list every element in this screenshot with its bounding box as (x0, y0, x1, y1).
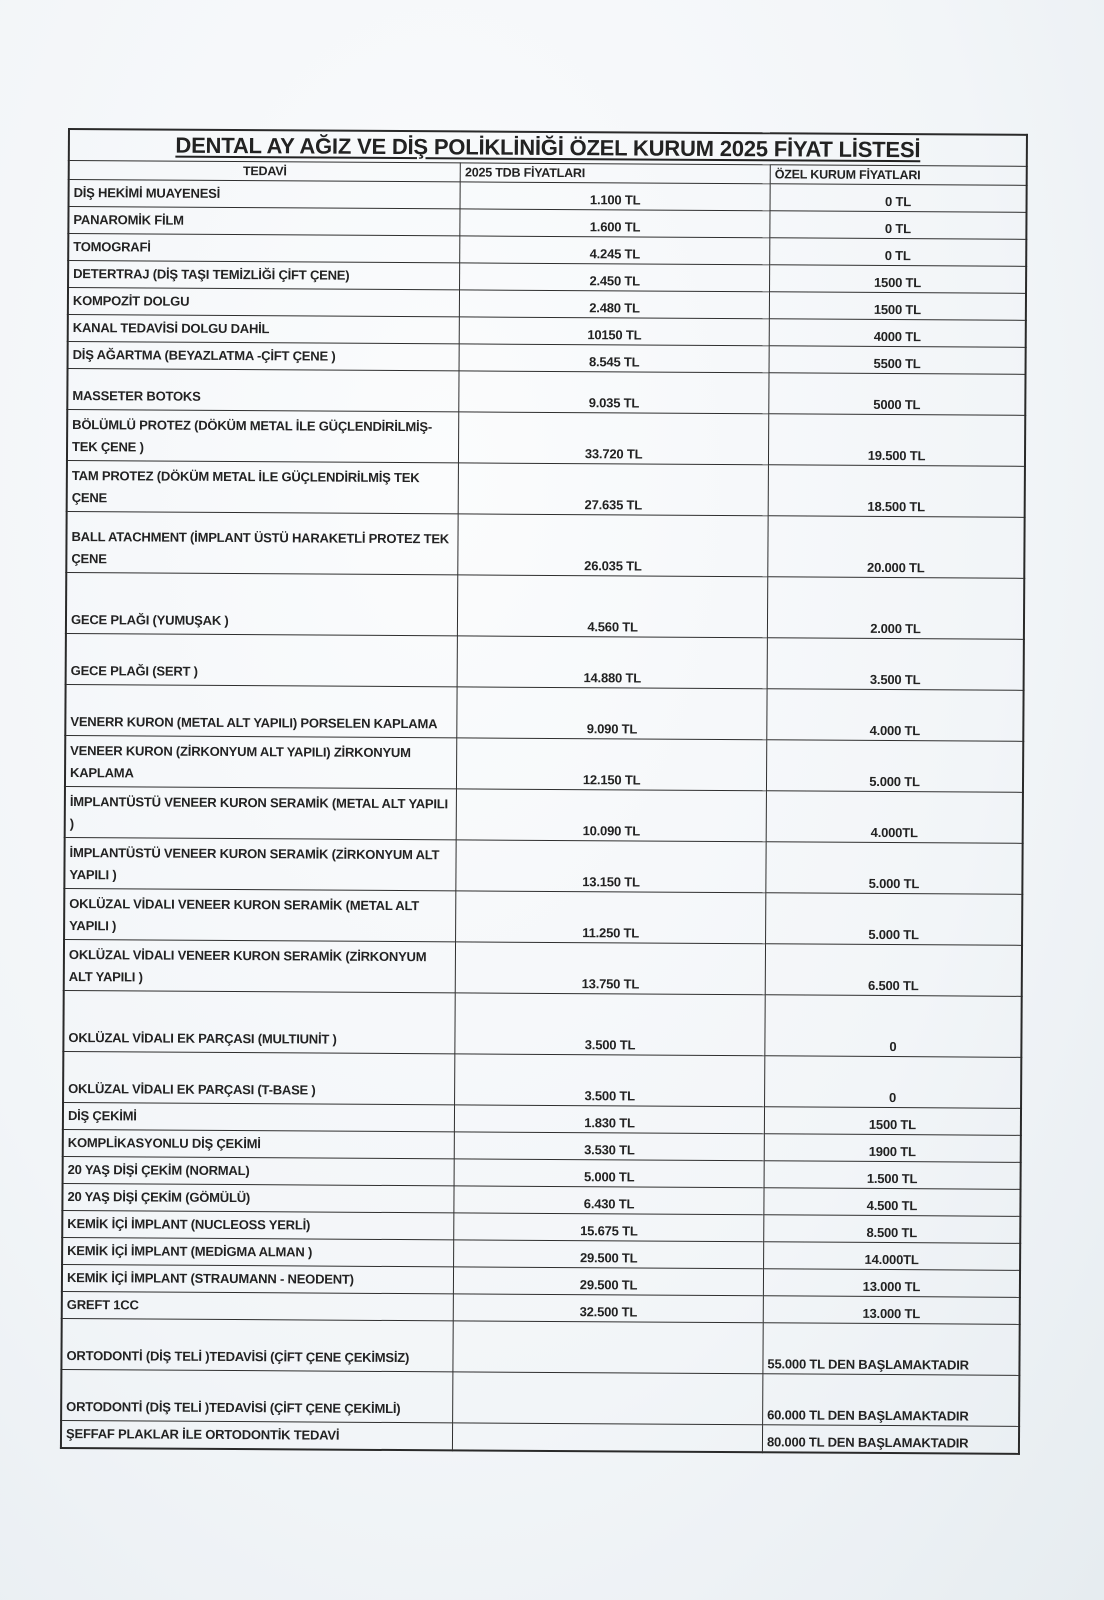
column-header-treatment: TEDAVİ (69, 161, 461, 182)
treatment-cell: GECE PLAĞI (YUMUŞAK ) (66, 572, 458, 635)
tdb-price-cell: 27.635 TL (458, 463, 768, 516)
tdb-price-cell: 8.545 TL (459, 344, 769, 373)
private-price-cell: 6.500 TL (765, 944, 1022, 997)
tdb-price-cell: 3.530 TL (454, 1132, 764, 1161)
document-title: DENTAL AY AĞIZ VE DİŞ POLİKLİNİĞİ ÖZEL KURUM 2025 FİYAT LİSTESİ (175, 132, 921, 163)
treatment-cell: VENERR KURON (METAL ALT YAPILI) PORSELEN KAPLAMA (65, 684, 457, 737)
private-price-cell: 19.500 TL (768, 414, 1025, 467)
column-header-tdb-price: 2025 TDB FİYATLARI (460, 163, 770, 184)
private-price-cell: 5.000 TL (766, 842, 1023, 895)
private-price-cell: 5000 TL (769, 373, 1026, 416)
treatment-cell: GREFT 1CC (62, 1291, 454, 1320)
tdb-price-cell: 6.430 TL (454, 1186, 764, 1215)
private-price-cell: 13.000 TL (763, 1269, 1020, 1298)
tdb-price-cell (453, 1321, 763, 1374)
treatment-cell: PANAROMİK FİLM (68, 207, 460, 236)
tdb-price-cell: 4.245 TL (460, 236, 770, 265)
tdb-price-cell: 29.500 TL (454, 1267, 764, 1296)
private-price-cell: 0 TL (770, 184, 1027, 213)
tdb-price-cell: 2.450 TL (460, 263, 770, 292)
table-row (66, 511, 1024, 578)
table-row (67, 460, 1025, 517)
table-row (67, 369, 1025, 416)
tdb-price-cell (453, 1372, 763, 1425)
private-price-cell: 80.000 TL DEN BAŞLAMAKTADIR (762, 1425, 1019, 1454)
treatment-cell: ORTODONTİ (DİŞ TELİ )TEDAVİSİ (ÇİFT ÇENE ÇEKİMSİZ) (61, 1318, 453, 1371)
tdb-price-cell: 3.500 TL (455, 993, 765, 1056)
tdb-price-cell: 29.500 TL (454, 1240, 764, 1269)
table-row (61, 1318, 1019, 1375)
tdb-price-cell: 1.830 TL (455, 1105, 765, 1134)
tdb-price-cell: 5.000 TL (454, 1159, 764, 1188)
price-list-document (60, 128, 1028, 1455)
private-price-cell: 8.500 TL (764, 1215, 1021, 1244)
tdb-price-cell: 32.500 TL (453, 1294, 763, 1323)
table-row (64, 837, 1022, 894)
tdb-price-cell: 9.090 TL (457, 687, 767, 740)
table-row (61, 1420, 1019, 1453)
private-price-cell: 5500 TL (769, 346, 1026, 375)
table-row (66, 572, 1024, 639)
private-price-cell: 4000 TL (769, 319, 1026, 348)
treatment-cell: 20 YAŞ DİŞİ ÇEKİM (NORMAL) (63, 1156, 455, 1185)
private-price-cell: 0 TL (770, 238, 1027, 267)
treatment-cell: DİŞ HEKİMİ MUAYENESİ (69, 180, 461, 209)
private-price-cell: 1900 TL (764, 1134, 1021, 1163)
price-table (60, 128, 1028, 1455)
tdb-price-cell: 10150 TL (459, 317, 769, 346)
private-price-cell: 60.000 TL DEN BAŞLAMAKTADIR (763, 1374, 1020, 1427)
private-price-cell: 13.000 TL (763, 1296, 1020, 1325)
table-row (63, 990, 1021, 1057)
tdb-price-cell: 1.600 TL (460, 209, 770, 238)
treatment-cell: KEMİK İÇİ İMPLANT (NUCLEOSS YERLİ) (62, 1210, 454, 1239)
table-row (63, 1051, 1021, 1108)
table-row (64, 939, 1022, 996)
treatment-cell: DETERTRAJ (DİŞ TAŞI TEMİZLİĞİ ÇİFT ÇENE) (68, 261, 460, 290)
private-price-cell: 5.000 TL (766, 893, 1023, 946)
treatment-cell: OKLÜZAL VİDALI VENEER KURON SERAMİK (ZİRKONYUM ALT YAPILI ) (64, 939, 456, 992)
price-table-body (61, 180, 1027, 1454)
column-header-private-price: ÖZEL KURUM FİYATLARI (770, 165, 1027, 186)
tdb-price-cell (453, 1423, 763, 1452)
table-row (65, 684, 1023, 741)
treatment-cell: VENEER KURON (ZİRKONYUM ALT YAPILI) ZİRKONYUM KAPLAMA (65, 735, 457, 788)
private-price-cell: 2.000 TL (767, 577, 1024, 640)
tdb-price-cell: 13.150 TL (456, 840, 766, 893)
treatment-cell: OKLÜZAL VİDALI EK PARÇASI (MULTIUNİT ) (63, 990, 455, 1053)
tdb-price-cell: 14.880 TL (457, 636, 767, 689)
private-price-cell: 4.000 TL (767, 689, 1024, 742)
private-price-cell: 0 (765, 1056, 1022, 1109)
treatment-cell: KOMPLİKASYONLU DİŞ ÇEKİMİ (63, 1129, 455, 1158)
treatment-cell: MASSETER BOTOKS (67, 369, 459, 412)
table-row (65, 786, 1023, 843)
tdb-price-cell: 1.100 TL (460, 182, 770, 211)
table-row (64, 888, 1022, 945)
treatment-cell: KANAL TEDAVİSİ DOLGU DAHİL (68, 315, 460, 344)
table-row (61, 1369, 1019, 1426)
treatment-cell: TOMOGRAFİ (68, 234, 460, 263)
private-price-cell: 55.000 TL DEN BAŞLAMAKTADIR (763, 1323, 1020, 1376)
private-price-cell: 18.500 TL (768, 465, 1025, 518)
tdb-price-cell: 9.035 TL (459, 371, 769, 414)
tdb-price-cell: 33.720 TL (459, 412, 769, 465)
treatment-cell: KEMİK İÇİ İMPLANT (MEDİGMA ALMAN ) (62, 1237, 454, 1266)
private-price-cell: 1.500 TL (764, 1161, 1021, 1190)
treatment-cell: İMPLANTÜSTÜ VENEER KURON SERAMİK (METAL ALT YAPILI ) (65, 786, 457, 839)
private-price-cell: 1500 TL (769, 292, 1026, 321)
treatment-cell: 20 YAŞ DİŞİ ÇEKİM (GÖMÜLÜ) (62, 1183, 454, 1212)
private-price-cell: 4.500 TL (764, 1188, 1021, 1217)
tdb-price-cell: 10.090 TL (456, 789, 766, 842)
treatment-cell: ORTODONTİ (DİŞ TELİ )TEDAVİSİ (ÇİFT ÇENE ÇEKİMLİ) (61, 1369, 453, 1422)
treatment-cell: OKLÜZAL VİDALI VENEER KURON SERAMİK (METAL ALT YAPILI ) (64, 888, 456, 941)
treatment-cell: ŞEFFAF PLAKLAR İLE ORTODONTİK TEDAVİ (61, 1420, 453, 1450)
private-price-cell: 20.000 TL (768, 516, 1025, 579)
tdb-price-cell: 26.035 TL (458, 514, 768, 577)
private-price-cell: 4.000TL (766, 791, 1023, 844)
treatment-cell: KOMPOZİT DOLGU (68, 288, 460, 317)
private-price-cell: 1500 TL (769, 265, 1026, 294)
tdb-price-cell: 2.480 TL (460, 290, 770, 319)
treatment-cell: KEMİK İÇİ İMPLANT (STRAUMANN - NEODENT) (62, 1264, 454, 1293)
private-price-cell: 0 (765, 995, 1022, 1058)
tdb-price-cell: 3.500 TL (455, 1054, 765, 1107)
private-price-cell: 14.000TL (764, 1242, 1021, 1271)
treatment-cell: OKLÜZAL VİDALI EK PARÇASI (T-BASE ) (63, 1051, 455, 1104)
tdb-price-cell: 15.675 TL (454, 1213, 764, 1242)
treatment-cell: GECE PLAĞI (SERT ) (66, 633, 458, 686)
private-price-cell: 5.000 TL (766, 740, 1023, 793)
table-row (66, 633, 1024, 690)
treatment-cell: BALL ATACHMENT (İMPLANT ÜSTÜ HARAKETLİ PROTEZ TEK ÇENE (66, 511, 458, 574)
treatment-cell: İMPLANTÜSTÜ VENEER KURON SERAMİK (ZİRKONYUM ALT YAPILI ) (64, 837, 456, 890)
treatment-cell: DİŞ AĞARTMA (BEYAZLATMA -ÇİFT ÇENE ) (68, 342, 460, 371)
treatment-cell: DİŞ ÇEKİMİ (63, 1102, 455, 1131)
private-price-cell: 0 TL (770, 211, 1027, 240)
tdb-price-cell: 4.560 TL (458, 575, 768, 638)
table-row (65, 735, 1023, 792)
tdb-price-cell: 11.250 TL (456, 891, 766, 944)
table-row (67, 410, 1025, 467)
treatment-cell: TAM PROTEZ (DÖKÜM METAL İLE GÜÇLENDİRİLMİŞ TEK ÇENE (67, 460, 459, 513)
tdb-price-cell: 13.750 TL (455, 942, 765, 995)
treatment-cell: BÖLÜMLÜ PROTEZ (DÖKÜM METAL İLE GÜÇLENDİRİLMİŞ- TEK ÇENE ) (67, 410, 459, 463)
tdb-price-cell: 12.150 TL (457, 738, 767, 791)
private-price-cell: 1500 TL (764, 1107, 1021, 1136)
private-price-cell: 3.500 TL (767, 638, 1024, 691)
